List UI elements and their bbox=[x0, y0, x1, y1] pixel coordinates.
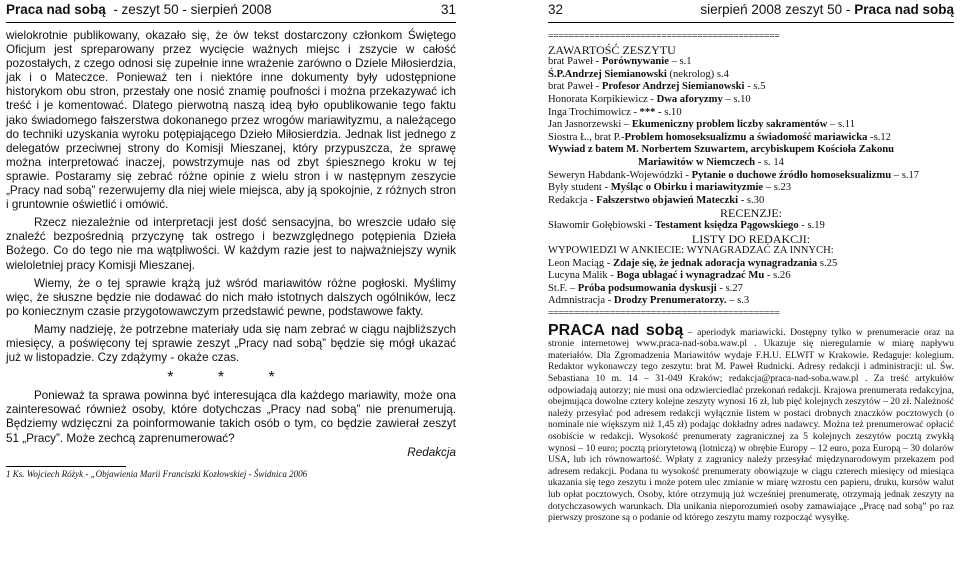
publisher-note-text: – aperiodyk mariawicki. Dostępny tylko w prenumeracie oraz na stronie internetowej www.praca-nad-soba.waw.pl . Ukazuje się nieregularnie w miarę napływu materiałów. Dla Zgromadzenia Mariawitów wydaje F.H.U. ELWIT w Krakowie. Redaguje: kolegium. Redaktor wykonawczy tego zeszytu: brat M. Paweł Rudnicki. Adresy redakcji i administracji: ul. Św. Sebastiana 10 m. 14 – 31-049 Kraków; redakcja@praca-nad-soba.waw.pl . Za treść artykułów odpowiadają autorzy; nie musi ona odzwierciedlać przekonań redakcji. Krajowa prenumerata redakcyjna, obejmująca dowolne cztery kolejne zeszyty wynosi 16 zł, lub pięć kolejnych zeszytów – 20 zł. Należność należy przesyłać pod adresem redakcji wyłącznie listem w postaci drobnych znaczków pocztowych (o nominale nie większym niż 1,45 zł) podając dokładny adres nadawcy. Można też prenumerować opłacić osobiście w redakcji. Wysokość prenumeraty zagranicznej za 5 kolejnych zeszytów pocztą zwykłą wynosi – 10 euro; pocztą priorytetową (lotniczą) w obrębie Europy – 12 euro, poza Europą – 30 dolarów USA, lub ich równowartość. Wpłaty z zagranicy należy przesyłać międzynarodowym przekazem pod adresem redakcji. Podana tu wysokość prenumeraty obowiązuje w ciągu czterech miesięcy od miesiąca ukazania się tego zeszytu i może potem ulec zmianie w miarę wzrostu cen papieru, druku, kursów walut lub opłat pocztowych. Osoby, które otrzymują już wcześniej prenumeratę, otrzymają jednak zeszyty na dotychczasowych warunkach. Dla unikania nieporozumień osoby zamawiające „Pracę nad sobą” po raz pierwszy proszone są o podanie od którego zeszytu mamy rozpocząć wysyłkę. bbox=[548, 326, 954, 524]
table-of-contents bbox=[548, 31, 954, 524]
left-page-header bbox=[6, 0, 456, 23]
toc-title: ZAWARTOŚĆ ZESZYTU bbox=[548, 42, 676, 57]
paragraph-4: Mamy nadzieję, że potrzebne materiały uda się nam zebrać w ciągu najbliższych miesięcy, a poświęcony tej sprawie zeszyt „Pracy nad sobą” będzie się mógł ukazać już w listopadzie. Czy zdążymy - okaże czas. bbox=[6, 322, 456, 365]
toc-item: Siostra Ł., brat P.-Problem homoseksualizmu a świadomość mariawicka -s.12 bbox=[548, 131, 891, 143]
section-separator: * * * bbox=[167, 369, 295, 387]
left-page bbox=[0, 0, 466, 573]
footnote: 1 Ks. Wojciech Różyk - „Objawienia Marii Franciszki Kozłowskiej - Świdnica 2006 bbox=[6, 468, 308, 479]
toc-item: Honorata Korpikiewicz - Dwa aforyzmy – s.10 bbox=[548, 93, 751, 105]
toc-item: Jan Jasnorzewski – Ekumeniczny problem liczby sakramentów – s.11 bbox=[548, 119, 855, 131]
letter-item: Lucyna Malik - Boga ubłagać i wynagradzać Mu - s.26 bbox=[548, 270, 791, 282]
left-header-title: Praca nad sobą bbox=[6, 2, 106, 17]
review-item: Sławomir Gołębiowski - Testament księdza Pągowskiego - s.19 bbox=[548, 219, 825, 231]
letter-item: Leon Maciąg - Zdaje się, że jednak adoracja wynagradzania s.25 bbox=[548, 257, 838, 269]
rule-bottom: ============================================= bbox=[548, 308, 780, 320]
toc-item: Wywiad z batem M. Norbertem Szuwartem, arcybiskupem Kościoła Zakonu bbox=[548, 144, 895, 156]
right-header-subtitle: sierpień 2008 zeszyt 50 - bbox=[700, 2, 851, 17]
toc-item: Były student - Myśląc o Obirku i mariawityzmie – s.23 bbox=[548, 182, 792, 194]
right-page bbox=[530, 0, 960, 573]
toc-item: brat Paweł - Porównywanie – s.1 bbox=[548, 56, 692, 68]
right-page-header bbox=[548, 0, 954, 23]
toc-item: Seweryn Habdank-Wojewódzki - Pytanie o duchowe źródło homoseksualizmu – s.17 bbox=[548, 169, 920, 181]
signature: Redakcja bbox=[407, 445, 456, 459]
letter-item: Admnistracja - Drodzy Prenumeratorzy. – s.3 bbox=[548, 295, 750, 307]
left-page-number: 31 bbox=[440, 2, 456, 17]
paragraph-1: wielokrotnie publikowany, okazało się, że ów tekst dostarczony członkom Świętego Oficjum jest spreparowany przez wycięcie ważnych miejsc i zszycie w całość pozostałych, z czego odnosi się zupełnie inne wrażenie zarówno o Dziele Miłosierdzia, jak i o Mateczce. Ponieważ ten i niektóre inne dokumenty były udostępnione historykom obu stron, przestały one nosić znamię poufności i można przekazywać ich treść i je komentować. Dlatego pierwotną naszą ideą było opublikowanie tego faktu jako świadomego fałszerstwa dokonanego przez wrogów mariawityzmu, a należącego do techniki uzyskania wyroku potępiającego Dzieło Miłosierdzia. Jednak list jednego z delegatów przeciwnej strony do Komisji Mieszanej, który przypuszcza, że sprawę można interpretować inaczej, powstrzymuje nas od zbyt śpiesznego kroku w tej sprawie. Postaramy się zebrać różne opinie z wielu stron i w następnym zeszycie „Pracy nad sobą” rezerwujemy dla niej wiele miejsca, aby ją spokojnie, z różnych stron i gruntownie oświetlić i omówić. bbox=[6, 29, 456, 212]
footnote-divider bbox=[6, 466, 126, 467]
letter-item: St.F. – Próba podsumowania dyskusji - s.27 bbox=[548, 282, 743, 294]
closing-paragraph: Ponieważ ta sprawa powinna być interesująca dla każdego mariawity, może ona zainteresować również osoby, które dotychczas „Pracy nad sobą” nie prenumerują. Będziemy wdzięczni za poinformowanie takich osób o tym, co będzie zawierał zeszyt 51 „Pracy”. Może zechcą zaprenumerować? bbox=[6, 389, 456, 445]
right-page-number: 32 bbox=[548, 2, 564, 17]
toc-item: Mariawitów w Niemczech - s. 14 bbox=[638, 156, 784, 168]
reviews-heading: RECENZJE: bbox=[720, 206, 782, 221]
toc-item: Redakcja - Fałszerstwo objawień Mateczki - s.30 bbox=[548, 194, 765, 206]
paragraph-2: Rzecz niezależnie od interpretacji jest dość sensacyjna, bo wreszcie udało się znaleźć bezpośrednią przyczynę tak ostrego i bezwzględnego potępienia Dzieła Bożego. Co do tego nie ma wątpliwości. W każdym razie jest to najważniejszy wynik wieloletniej pracy Komisji Mieszanej. bbox=[6, 216, 456, 272]
left-page-body bbox=[6, 29, 456, 480]
toc-item: Inga Trochimowicz - *** - s.10 bbox=[548, 106, 682, 118]
rule-top: ============================================= bbox=[548, 31, 780, 42]
toc-item: brat Paweł - Profesor Andrzej Siemianowski - s.5 bbox=[548, 81, 766, 93]
paragraph-3: Wiemy, że o tej sprawie krążą już wśród mariawitów różne pogłoski. Myślimy więc, że słuszne będzie nie dodawać do nich mało istotnych dalszych ogólników, lecz po koniecznym czasie przygotowawczym przedstawić pewne, podstawowe fakty. bbox=[6, 276, 456, 318]
right-header-title: Praca nad sobą bbox=[854, 2, 954, 17]
left-header-subtitle: - zeszyt 50 - sierpień 2008 bbox=[113, 2, 272, 17]
letters-heading: LISTY DO REDAKCJI: bbox=[691, 231, 811, 246]
publisher-note bbox=[548, 321, 954, 524]
letters-intro: WYPOWIEDZI W ANKIECIE: WYNAGRADZAĆ ZA INNYCH: bbox=[548, 245, 834, 257]
toc-item: Ś.P.Andrzej Siemianowski (nekrolog) s.4 bbox=[548, 68, 729, 80]
publisher-note-lead: PRACA nad sobą bbox=[548, 321, 684, 339]
